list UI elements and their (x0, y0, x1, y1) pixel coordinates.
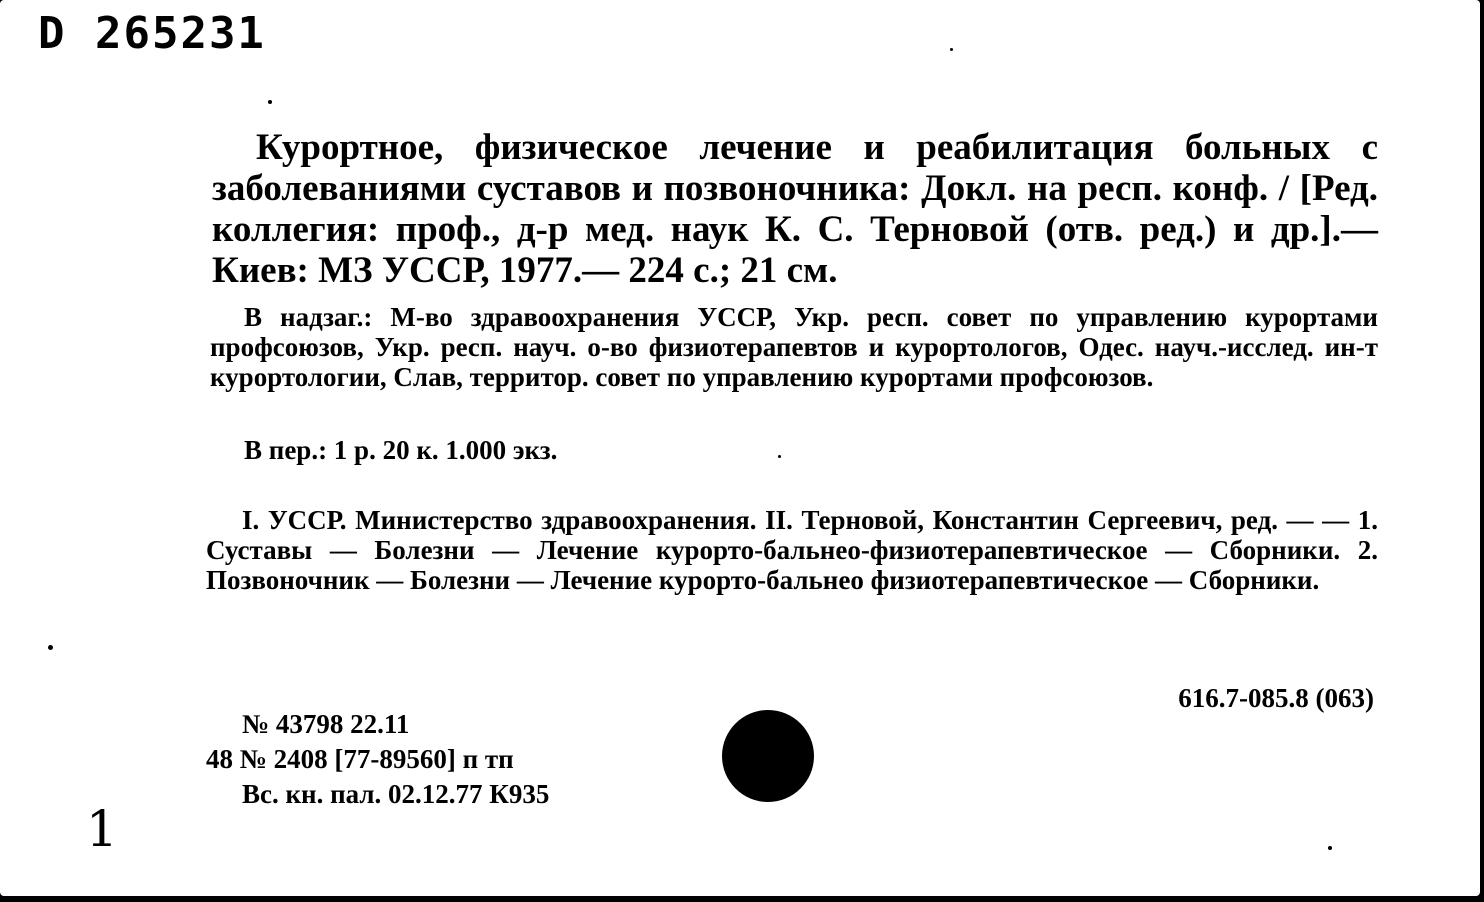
header-note: В надзаг.: М-во здравоохранения УССР, Укр. респ. совет по управлению курортами профсоюзов, Укр. респ. науч. о-во физиотерапевтов и курортологов, Одес. науч.-исслед. ин-т курортологии, Слав, территор. совет по управлению курортами профсоюзов. (210, 302, 1378, 392)
udc-classification: 616.7-085.8 (063) (1178, 683, 1374, 713)
price-and-print-run: В пер.: 1 р. 20 к. 1.000 экз. (244, 435, 558, 465)
imprint-line: № 43798 22.11 (242, 709, 410, 739)
imprint-line: Вс. кн. пал. 02.12.77 К935 (242, 779, 550, 809)
card-punch-hole (722, 710, 814, 802)
imprint-line: 48 № 2408 [77-89560] п тп (206, 744, 514, 774)
dust-speck (778, 455, 781, 458)
dust-speck (48, 645, 53, 650)
dust-speck (950, 48, 953, 51)
handwritten-mark: 1 (86, 800, 118, 858)
subject-tracings: I. УССР. Министерство здравоохранения. II. Терновой, Константин Сергеевич, ред. — — 1. Суставы — Болезни — Лечение курорто-бальнео-физиотерапевтическое — Сборники. 2. Позвоночник — Болезни — Лечение курорто-бальнео физиотерапевтическое — Сборники. (206, 505, 1378, 595)
imprint-block (206, 707, 549, 812)
dust-speck (1328, 846, 1332, 850)
bibliographic-title: Курортное, физическое лечение и реабилитация больных с заболеваниями суставов и позвоночника: Докл. на респ. конф. / [Ред. коллегия: проф., д-р мед. наук К. С. Терновой (отв. ред.) и др.].— Киев: МЗ УССР, 1977.— 224 с.; 21 см. (212, 127, 1378, 291)
dust-speck (268, 100, 272, 104)
call-number: D 265231 (38, 8, 266, 59)
